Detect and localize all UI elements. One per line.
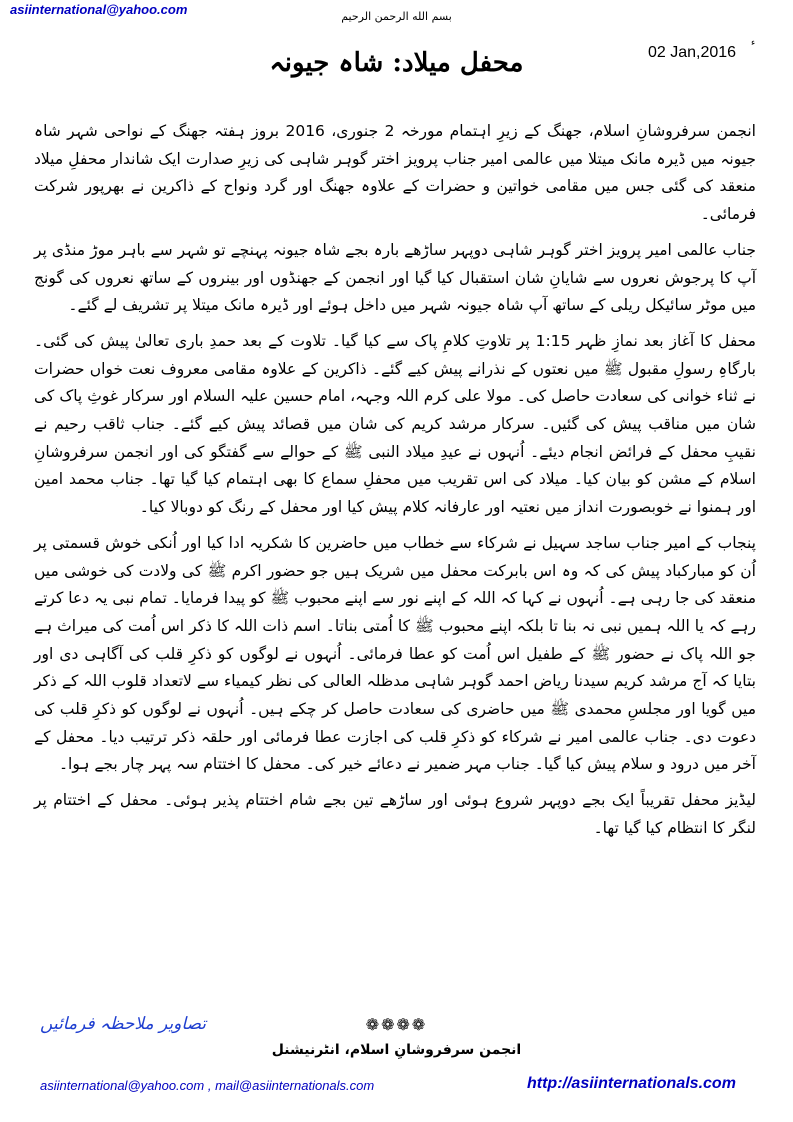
footer-url[interactable]: http://asiinternationals.com <box>527 1075 736 1092</box>
organization-signature: انجمن سرفروشانِ اسلام، انٹرنیشنل <box>271 1042 522 1058</box>
paragraph-2: جناب عالمی امیر پرویز اختر گوہر شاہی دوپہر ساڑھے بارہ بجے شاہ جیونہ پہنچے تو شہر سے باہر موڑ منڈی پر آپ کا پرجوش نعروں سے شایانِ شان استقبال کیا گیا اور انجمن کے جھنڈوں اور بینروں کے ساتھ نعروں کی گونج میں موٹر سائیکل ریلی کے ساتھ آپ شاہ جیونہ شہر میں داخل ہوئے اور ڈیرہ مانک میتلا پر تشریف لے گئے۔ <box>34 240 756 315</box>
article-date: 02 Jan,2016 <box>648 44 737 61</box>
flower-ornament: ❁❁❁❁ <box>365 1015 428 1034</box>
bismillah: بسم الله الرحمن الرحیم <box>341 10 452 23</box>
article-body <box>34 118 756 851</box>
paragraph-4: پنجاب کے امیر جناب ساجد سہیل نے شرکاء سے خطاب میں حاضرین کا شکریہ ادا کیا اور اُنکی خوش قسمتی پر اُن کو مبارکباد پیش کی کہ وہ اس بابرکت محفل میں شریک ہیں جو حضور اکرم ﷺ کی ولادت کی خوشی میں منعقد کی جا رہی ہے۔ اُنہوں نے کہا کہ اللہ کے اپنے نور سے اپنے محبوب ﷺ کو پیدا فرمایا۔ تمام نبی یہ دعا کرتے رہے کہ یا اللہ ہمیں نبی نہ بنا تا بلکہ اپنے محبوب ﷺ کا اُمتی بناتا۔ اسم ذات اللہ کا ذکر اس اُمت کی میراث ہے جو اللہ پاک نے حضور ﷺ کے طفیل اس اُمت کو عطا فرمائی۔ اُنہوں نے لوگوں کو ذکرِ قلب کی آگاہی دی اور بتایا کہ آج مرشد کریم سیدنا ریاض احمد گوہر شاہی مدظلہ العالی کی نظر کیمیاء سے لاتعداد قلوب اللہ کے ذکر میں گویا اور مجلسِ محمدی ﷺ میں حاضری کی سعادت حاصل کر چکے ہیں۔ اُنہوں نے لوگوں کو ذکرِ قلب کی دعوت دی۔ جناب عالمی امیر نے شرکاء کو ذکرِ قلب کی اجازت عطا فرمائی اور حلقہ ذکر ترتیب دیا۔ محفل کے آخر میں درود و سلام پیش کیا گیا۔ جناب مہر ضمیر نے دعائے خیر کی۔ محفل کا اختتام سہ پہر چار بجے ہوا۔ <box>34 533 756 774</box>
photos-link[interactable]: تصاویر ملاحظہ فرمائیں <box>40 1014 207 1034</box>
header-email[interactable]: asiinternational@yahoo.com <box>10 2 188 17</box>
footer-emails[interactable]: asiinternational@yahoo.com , mail@asiinternationals.com <box>40 1078 375 1093</box>
date-mark: ء <box>751 38 756 48</box>
paragraph-5: لیڈیز محفل تقریباً ایک بجے دوپہر شروع ہوئی اور ساڑھے تین بجے شام اختتام پذیر ہوئی۔ محفل کے اختتام پر لنگر کا انتظام کیا گیا تھا۔ <box>34 791 756 837</box>
paragraph-3: محفل کا آغاز بعد نمازِ ظہر 1:15 پر تلاوتِ کلامِ پاک سے کیا گیا۔ تلاوت کے بعد حمدِ باری تعالیٰ پیش کی گئی۔ بارگاہِ رسولِ مقبول ﷺ میں نعتوں کے نذرانے پیش کیے گئے۔ ذاکرین کے علاوہ مقامی معروف نعت خواں حضرات نے ثناء خوانی کی سعادت حاصل کی۔ مولا علی کرم اللہ وجہہ، امام حسین علیہ السلام اور سرکار غوثِ پاک کی شان میں مناقب پیش کی گئیں۔ سرکار مرشد کریم کی شان میں قصائد پیش کیے گئے۔ جناب ثاقب رحیم نے نقیبِ محفل کے فرائض انجام دیئے۔ اُنہوں نے عیدِ میلاد النبی ﷺ کے حوالے سے گفتگو کی اور انجمن سرفروشانِ اسلام کے مشن کو بیان کیا۔ میلاد کی اس تقریب میں محفلِ سماع کا بھی اہتمام کیا گیا تھا۔ جناب محمد امین اور ہمنوا نے خوبصورت انداز میں نعتیہ اور عارفانہ کلام پیش کیا اور محفل کے رنگ کو دوبالا کیا۔ <box>34 331 756 517</box>
paragraph-1: انجمن سرفروشانِ اسلام، جھنگ کے زیرِ اہتمام مورخہ 2 جنوری، 2016 بروز ہفتہ جھنگ کے نواحی شہر شاہ جیونہ میں ڈیرہ مانک میتلا میں عالمی امیر جناب پرویز اختر گوہر شاہی کی زیرِ صدارت ایک شاندار محفلِ میلاد منعقد کی گئی جس میں مقامی خواتین و حضرات کے علاوہ جھنگ اور گرد ونواح کے ذاکرین نے بھرپور شرکت فرمائی۔ <box>34 122 756 224</box>
article-title: محفل میلاد: شاہ جیونہ <box>269 48 524 78</box>
